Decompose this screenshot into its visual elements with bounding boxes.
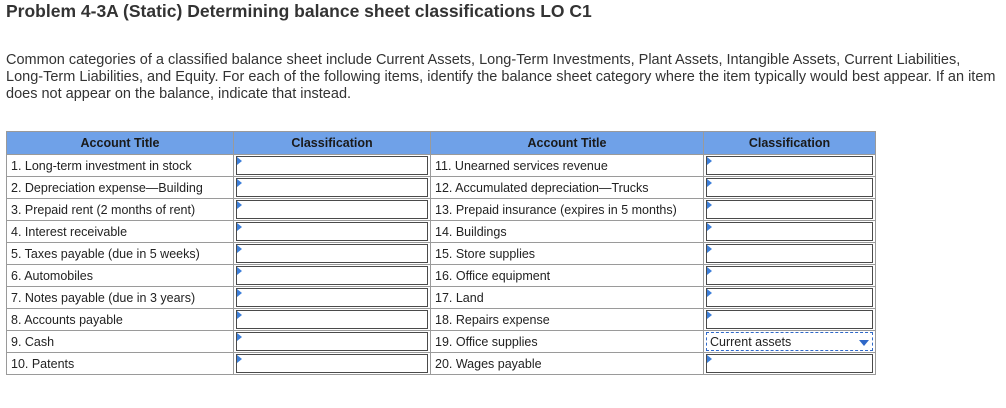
account-title-cell: 15. Store supplies bbox=[431, 243, 704, 265]
table-row bbox=[7, 243, 876, 265]
table-row bbox=[7, 331, 876, 353]
table-row bbox=[7, 265, 876, 287]
account-title-cell: 7. Notes payable (due in 3 years) bbox=[7, 287, 234, 309]
dropdown-marker-icon bbox=[707, 201, 712, 209]
account-title-cell: 3. Prepaid rent (2 months of rent) bbox=[7, 199, 234, 221]
account-title-cell: 17. Land bbox=[431, 287, 704, 309]
dropdown-marker-icon bbox=[707, 223, 712, 231]
dropdown-marker-icon bbox=[237, 355, 242, 363]
dropdown-marker-icon bbox=[237, 289, 242, 297]
classification-cell bbox=[234, 353, 431, 375]
account-title-cell: 16. Office equipment bbox=[431, 265, 704, 287]
classification-table bbox=[6, 131, 876, 375]
classification-dropdown[interactable] bbox=[706, 222, 873, 241]
table-row bbox=[7, 177, 876, 199]
classification-cell bbox=[704, 243, 876, 265]
dropdown-arrow-icon[interactable] bbox=[859, 340, 869, 346]
classification-cell bbox=[704, 353, 876, 375]
table-row bbox=[7, 155, 876, 177]
classification-cell bbox=[234, 331, 431, 353]
classification-dropdown[interactable] bbox=[236, 200, 428, 219]
classification-dropdown[interactable] bbox=[236, 310, 428, 329]
classification-cell bbox=[234, 199, 431, 221]
dropdown-marker-icon bbox=[237, 223, 242, 231]
classification-cell bbox=[234, 309, 431, 331]
dropdown-marker-icon bbox=[707, 289, 712, 297]
account-title-cell: 5. Taxes payable (due in 5 weeks) bbox=[7, 243, 234, 265]
account-title-cell: 19. Office supplies bbox=[431, 331, 704, 353]
account-title-cell: 20. Wages payable bbox=[431, 353, 704, 375]
classification-cell bbox=[704, 309, 876, 331]
classification-cell bbox=[234, 177, 431, 199]
classification-dropdown[interactable] bbox=[236, 332, 428, 351]
classification-cell bbox=[704, 287, 876, 309]
table-row bbox=[7, 353, 876, 375]
classification-cell bbox=[234, 287, 431, 309]
account-title-cell: 18. Repairs expense bbox=[431, 309, 704, 331]
classification-cell bbox=[704, 155, 876, 177]
classification-cell bbox=[704, 331, 876, 353]
dropdown-marker-icon bbox=[707, 355, 712, 363]
dropdown-marker-icon bbox=[707, 311, 712, 319]
account-title-cell: 1. Long-term investment in stock bbox=[7, 155, 234, 177]
table-row bbox=[7, 199, 876, 221]
classification-dropdown[interactable] bbox=[706, 310, 873, 329]
dropdown-marker-icon bbox=[707, 267, 712, 275]
classification-dropdown[interactable] bbox=[706, 200, 873, 219]
classification-dropdown-selected[interactable] bbox=[706, 332, 873, 351]
dropdown-marker-icon bbox=[237, 179, 242, 187]
dropdown-marker-icon bbox=[237, 267, 242, 275]
classification-cell bbox=[704, 221, 876, 243]
classification-cell bbox=[234, 155, 431, 177]
table-header-row bbox=[7, 132, 876, 155]
problem-instructions: Common categories of a classified balance sheet include Current Assets, Long-Term Investments, Plant Assets, Intangible Assets, Current Liabilities, Long-Term Liabilities, and Equity. For each of the following items, identify the balance sheet category where the item typically would best appear. If an item does not appear on the balance, indicate that instead. bbox=[6, 52, 996, 102]
classification-cell bbox=[234, 265, 431, 287]
classification-dropdown[interactable] bbox=[236, 354, 428, 373]
header-classification-left: Classification bbox=[234, 132, 431, 155]
header-account-title-right: Account Title bbox=[431, 132, 704, 155]
dropdown-marker-icon bbox=[237, 157, 242, 165]
classification-cell bbox=[234, 221, 431, 243]
classification-cell bbox=[704, 265, 876, 287]
header-classification-right: Classification bbox=[704, 132, 876, 155]
account-title-cell: 4. Interest receivable bbox=[7, 221, 234, 243]
account-title-cell: 11. Unearned services revenue bbox=[431, 155, 704, 177]
table-row bbox=[7, 221, 876, 243]
account-title-cell: 6. Automobiles bbox=[7, 265, 234, 287]
classification-dropdown[interactable] bbox=[706, 156, 873, 175]
classification-dropdown[interactable] bbox=[236, 156, 428, 175]
account-title-cell: 8. Accounts payable bbox=[7, 309, 234, 331]
account-title-cell: 2. Depreciation expense—Building bbox=[7, 177, 234, 199]
classification-dropdown[interactable] bbox=[706, 178, 873, 197]
classification-dropdown[interactable] bbox=[706, 288, 873, 307]
dropdown-marker-icon bbox=[707, 179, 712, 187]
classification-dropdown[interactable] bbox=[236, 288, 428, 307]
classification-cell bbox=[234, 243, 431, 265]
dropdown-marker-icon bbox=[237, 201, 242, 209]
classification-dropdown[interactable] bbox=[706, 354, 873, 373]
dropdown-marker-icon bbox=[707, 245, 712, 253]
classification-dropdown[interactable] bbox=[236, 266, 428, 285]
dropdown-marker-icon bbox=[237, 311, 242, 319]
table-row bbox=[7, 287, 876, 309]
account-title-cell: 14. Buildings bbox=[431, 221, 704, 243]
account-title-cell: 9. Cash bbox=[7, 331, 234, 353]
classification-dropdown[interactable] bbox=[706, 244, 873, 263]
classification-value: Current assets bbox=[710, 335, 792, 349]
account-title-cell: 10. Patents bbox=[7, 353, 234, 375]
dropdown-marker-icon bbox=[707, 157, 712, 165]
classification-dropdown[interactable] bbox=[706, 266, 873, 285]
header-account-title-left: Account Title bbox=[7, 132, 234, 155]
dropdown-marker-icon bbox=[237, 245, 242, 253]
table-row bbox=[7, 309, 876, 331]
problem-title: Problem 4-3A (Static) Determining balance sheet classifications LO C1 bbox=[6, 1, 592, 21]
account-title-cell: 13. Prepaid insurance (expires in 5 months) bbox=[431, 199, 704, 221]
classification-dropdown[interactable] bbox=[236, 244, 428, 263]
account-title-cell: 12. Accumulated depreciation—Trucks bbox=[431, 177, 704, 199]
classification-dropdown[interactable] bbox=[236, 222, 428, 241]
dropdown-marker-icon bbox=[237, 333, 242, 341]
classification-cell bbox=[704, 199, 876, 221]
classification-dropdown[interactable] bbox=[236, 178, 428, 197]
classification-cell bbox=[704, 177, 876, 199]
